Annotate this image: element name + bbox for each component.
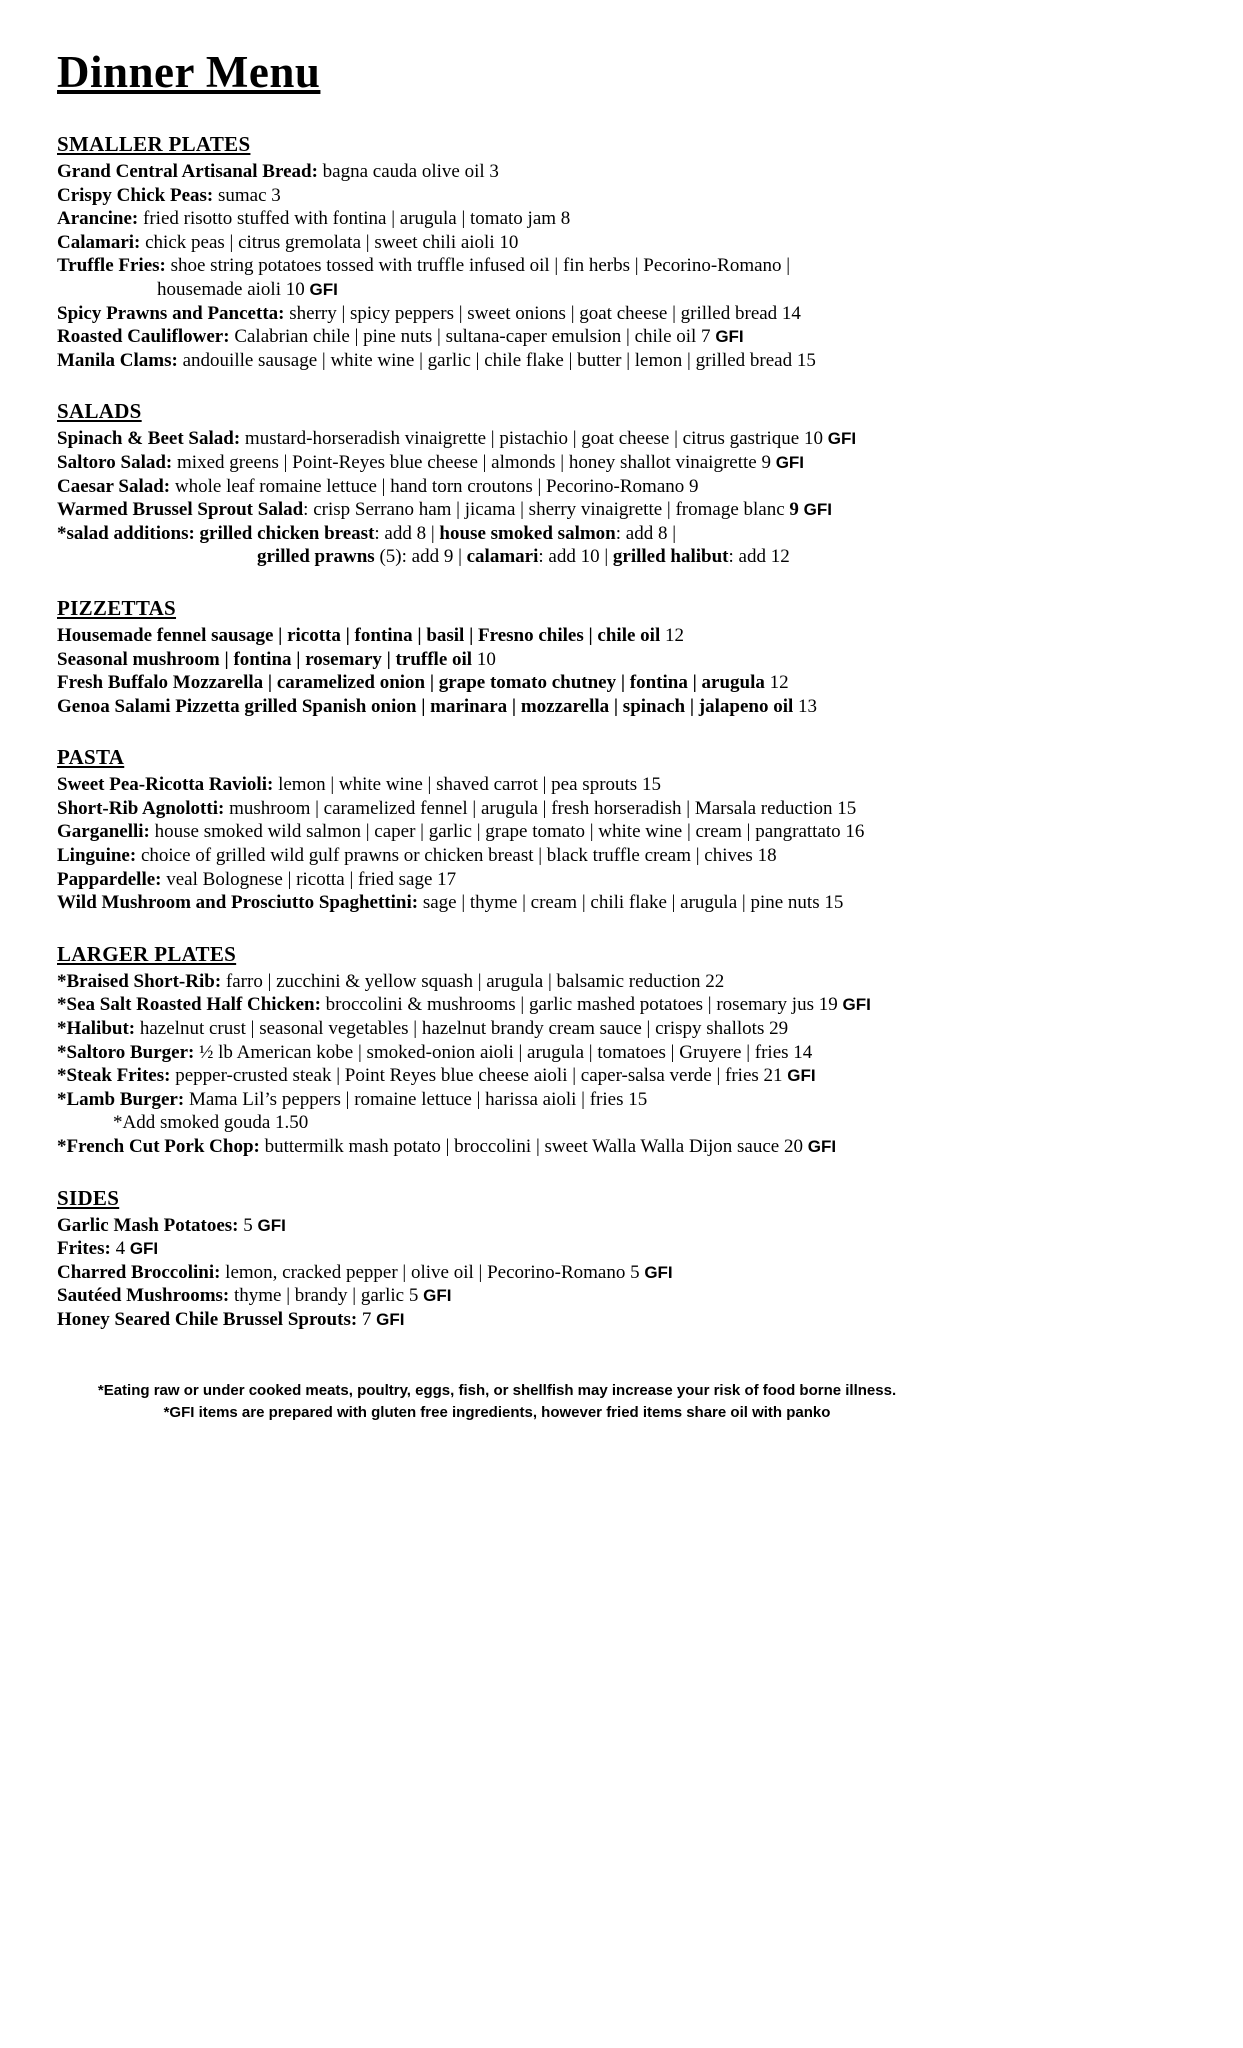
dish-description: farro | zucchini & yellow squash | arugula | balsamic reduction 22 [225,970,725,992]
dish-name: Arancine: [57,208,144,230]
menu-line [57,844,960,868]
menu-line [57,427,960,451]
footnote: *GFI items are prepared with gluten free ingredients, however fried items share oil with panko [163,1403,831,1421]
menu-line [57,891,960,915]
menu-line [57,207,960,231]
menu-line [57,868,960,892]
dish-description: house smoked wild salmon | caper | garlic | grape tomato | white wine | cream | pangrattato 16 [154,821,865,843]
menu-sections [57,132,960,1332]
menu-line [57,797,960,821]
dish-description: *Add smoked gouda 1.50 [113,1112,309,1134]
menu-line [57,1284,960,1308]
dish-name: Garlic Mash Potatoes: [57,1214,244,1236]
gfi-label: GFI [644,1262,673,1282]
footnotes [57,1380,937,1424]
gfi-label: GFI [807,1137,837,1156]
dish-description: Calabrian chile | pine nuts | sultana-caper emulsion | chile oil 7 [234,326,716,348]
dish-description: 5 [243,1214,258,1236]
gfi-label: GFI [129,1239,159,1259]
dish-description: 10 [472,648,496,670]
dish-name: Fresh Buffalo Mozzarella | caramelized onion | grape tomato chutney | fontina | arugula [57,672,765,694]
dish-name: Caesar Salad: [57,475,175,497]
dish-name: grilled prawns [257,546,375,568]
footnote: *Eating raw or under cooked meats, poultry, eggs, fish, or shellfish may increase your risk of food borne illness. [97,1381,897,1399]
dish-name: *Saltoro Burger: [57,1041,200,1063]
dish-name: Frites: [57,1238,116,1260]
dish-description: 7 [361,1308,377,1330]
menu-line [57,773,960,797]
gfi-label: GFI [309,279,338,299]
dish-description: andouille sausage | white wine | garlic | chile flake | butter | lemon | grilled bread 15 [182,349,816,371]
dish-name: *Steak Frites: [57,1065,176,1087]
gfi-label: GFI [775,452,805,472]
menu-line [57,325,960,349]
section-heading: SIDES [57,1185,120,1210]
dish-description: : add 8 | [374,522,440,544]
gfi-label: GFI [827,429,857,449]
dish-description: : add 8 | [615,522,677,544]
gfi-label: GFI [423,1286,452,1306]
menu-line [57,1135,960,1159]
dish-description: broccolini & mushrooms | garlic mashed potatoes | rosemary jus 19 [325,994,843,1016]
dish-description: chick peas | citrus gremolata | sweet chili aioli 10 [145,231,519,253]
gfi-label: GFI [787,1066,816,1086]
page-title: Dinner Menu [57,47,321,97]
dish-description: buttermilk mash potato | broccolini | sweet Walla Walla Dijon sauce 20 [264,1136,808,1157]
gfi-label: GFI [257,1215,286,1235]
dish-description: choice of grilled wild gulf prawns or chicken breast | black truffle cream | chives 18 [140,845,777,867]
dish-description: : crisp Serrano ham | jicama | sherry vinaigrette | fromage blanc [303,499,790,521]
dish-name: Garganelli: [57,821,155,843]
dish-name: *Braised Short-Rib: [57,970,226,992]
dish-description: housemade aioli 10 [157,278,310,300]
menu-line [57,278,960,302]
dish-description: 13 [793,695,818,717]
dish-description: shoe string potatoes tossed with truffle infused oil | fin herbs | Pecorino-Romano | [170,255,791,277]
menu-line [57,349,960,373]
gfi-label: GFI [842,995,871,1015]
dish-name: *Halibut: [57,1018,140,1040]
menu-line [57,1237,960,1261]
section-heading: SMALLER PLATES [57,132,251,156]
dish-name: Seasonal mushroom | fontina | rosemary | truffle oil [57,648,473,670]
dish-name: *salad additions: grilled chicken breast [57,522,375,544]
menu-line [57,1214,960,1238]
dish-description: sumac 3 [217,184,281,206]
dish-name: *French Cut Pork Chop: [57,1136,265,1157]
dish-name: Calamari: [57,231,146,253]
menu-line [57,624,960,648]
dish-description: fried risotto stuffed with fontina | arugula | tomato jam 8 [143,208,571,230]
menu-line [57,820,960,844]
menu-line [57,970,960,994]
dish-description: thyme | brandy | garlic 5 [234,1285,424,1307]
dish-description: lemon | white wine | shaved carrot | pea sprouts 15 [278,774,661,796]
dish-description: whole leaf romaine lettuce | hand torn croutons | Pecorino-Romano 9 [174,475,699,497]
dish-description: : add 12 [728,546,790,568]
dish-name: *Lamb Burger: [57,1088,189,1110]
menu-line [57,498,960,522]
dish-name: Charred Broccolini: [57,1261,226,1283]
section-heading: PASTA [57,745,125,770]
menu-line [57,1041,960,1065]
dish-name: Spinach & Beet Salad: [57,428,245,450]
gfi-label: GFI [803,500,832,520]
menu-line [57,1308,960,1332]
dish-name: Grand Central Artisanal Bread: [57,161,323,182]
dish-name: house smoked salmon [439,522,616,544]
dish-description: veal Bolognese | ricotta | fried sage 17 [166,868,457,890]
dish-description: 4 [115,1238,130,1260]
gfi-label: GFI [715,327,744,347]
menu-line [57,160,960,184]
dish-name: calamari [466,546,539,568]
menu-section [57,942,960,1159]
dish-description: ½ lb American kobe | smoked-onion aioli | arugula | tomatoes | Gruyere | fries 14 [199,1041,813,1063]
dish-name: grilled halibut [612,546,729,568]
menu-line [57,695,960,719]
dish-description: mustard-horseradish vinaigrette | pistachio | goat cheese | citrus gastrique 10 [244,428,828,450]
dish-name: Short-Rib Agnolotti: [57,797,230,819]
dish-description: mushroom | caramelized fennel | arugula | fresh horseradish | Marsala reduction 15 [229,797,857,819]
dish-name: Pappardelle: [57,868,167,890]
section-heading: SALADS [57,399,142,424]
menu-section [57,596,960,718]
dish-name: 9 [789,499,804,521]
dish-name: Truffle Fries: [57,255,171,277]
dish-name: Saltoro Salad: [57,451,178,473]
dish-description: 12 [764,672,789,694]
dish-name: Sautéed Mushrooms: [57,1285,234,1307]
menu-line [57,993,960,1017]
dish-name: Wild Mushroom and Prosciutto Spaghettini: [57,892,423,914]
menu-line [57,302,960,326]
dish-description: hazelnut crust | seasonal vegetables | hazelnut brandy cream sauce | crispy shallots 29 [139,1018,789,1040]
dish-name: Warmed Brussel Sprout Salad [57,499,304,521]
dish-description: bagna cauda olive oil 3 [322,161,499,182]
dish-name: Manila Clams: [57,349,183,371]
menu-section [57,1186,960,1332]
dish-description: pepper-crusted steak | Point Reyes blue cheese aioli | caper-salsa verde | fries 21 [175,1065,788,1087]
menu-line [57,1088,960,1112]
dish-name: Genoa Salami Pizzetta grilled Spanish onion | marinara | mozzarella | spinach | jalapeno oil [57,695,794,717]
menu-section [57,745,960,915]
dish-description: (5): add 9 | [374,546,467,568]
dish-name: Honey Seared Chile Brussel Sprouts: [57,1308,362,1330]
menu-line [57,1261,960,1285]
dish-description: mixed greens | Point-Reyes blue cheese | almonds | honey shallot vinaigrette 9 [177,451,776,473]
menu-line [57,545,960,569]
menu-line [57,451,960,475]
section-heading: PIZZETTAS [57,595,177,620]
menu-line [57,475,960,499]
dish-name: Sweet Pea-Ricotta Ravioli: [57,774,279,796]
dish-name: Crispy Chick Peas: [57,184,218,206]
dish-description: Mama Lil’s peppers | romaine lettuce | harissa aioli | fries 15 [188,1088,648,1110]
menu-line [57,1111,960,1135]
menu-line [57,1017,960,1041]
menu-line [57,254,960,278]
menu-line [57,1064,960,1088]
dish-name: Housemade fennel sausage | ricotta | fontina | basil | Fresno chiles | chile oil [57,624,661,646]
dish-name: Spicy Prawns and Pancetta: [57,302,290,324]
dish-description: : add 10 | [538,546,613,568]
dish-name: Linguine: [57,845,141,867]
menu-line [57,671,960,695]
dish-name: *Sea Salt Roasted Half Chicken: [57,994,326,1016]
section-heading: LARGER PLATES [57,941,237,966]
dish-description: sherry | spicy peppers | sweet onions | goat cheese | grilled bread 14 [289,302,801,324]
dish-description: lemon, cracked pepper | olive oil | Pecorino-Romano 5 [225,1261,645,1283]
dish-description: sage | thyme | cream | chili flake | arugula | pine nuts 15 [422,892,844,914]
dish-description: 12 [660,624,684,646]
menu-line [57,522,960,546]
gfi-label: GFI [376,1309,405,1329]
menu-line [57,231,960,255]
menu-section [57,132,960,372]
menu-line [57,184,960,208]
dish-name: Roasted Cauliflower: [57,326,235,348]
menu-section [57,399,960,569]
menu-line [57,648,960,672]
